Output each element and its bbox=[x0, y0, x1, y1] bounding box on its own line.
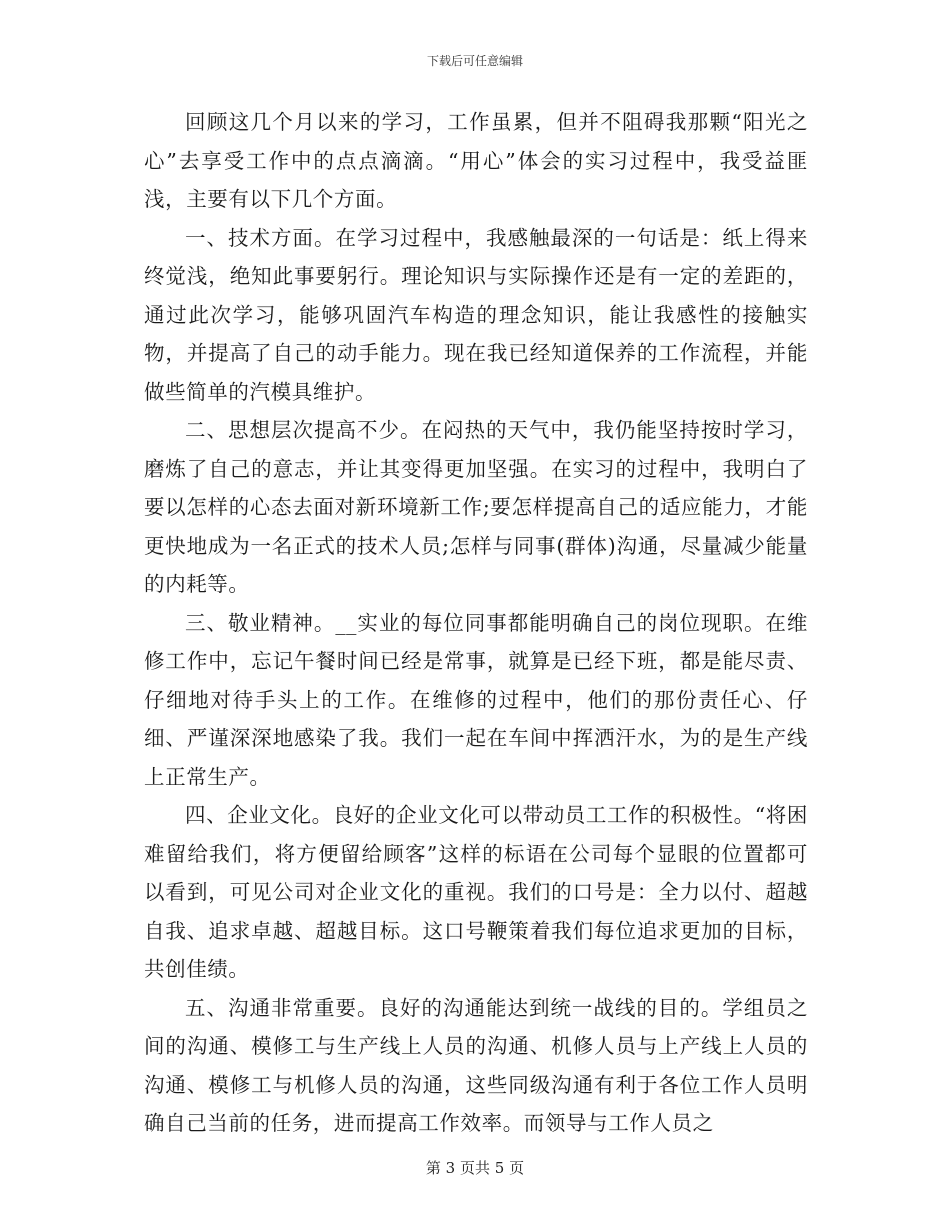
paragraph-intro: 回顾这几个月以来的学习，工作虽累，但并不阻碍我那颗“阳光之心”去享受工作中的点点滴滴。“用心”体会的实习过程中，我受益匪浅，主要有以下几个方面。 bbox=[144, 110, 808, 211]
paragraph-culture: 四、企业文化。良好的企业文化可以带动员工工作的积极性。“将困难留给我们，将方便留给顾客”这样的标语在公司每个显眼的位置都可以看到，可见公司对企业文化的重视。我们的口号是：全力以付、超越自我、追求卓越、超越目标。这口号鞭策着我们每位追求更加的目标，共创佳绩。 bbox=[144, 803, 808, 981]
page-number: 第 3 页共 5 页 bbox=[425, 1159, 525, 1177]
paragraph-thinking: 二、思想层次提高不少。在闷热的天气中，我仍能坚持按时学习，磨炼了自己的意志，并让其变得更加坚强。在实习的过程中，我明白了要以怎样的心态去面对新环境新工作;要怎样提高自己的适应能力，才能更快地成为一名正式的技术人员;怎样与同事(群体)沟通，尽量减少能量的内耗等。 bbox=[144, 418, 808, 596]
page-header: 下载后可任意编辑 bbox=[426, 54, 523, 68]
document-body bbox=[144, 103, 808, 1143]
paragraph-dedication: 三、敬业精神。__实业的每位同事都能明确自己的岗位现职。在维修工作中，忘记午餐时间已经是常事，就算是已经下班，都是能尽责、仔细地对待手头上的工作。在维修的过程中，他们的那份责任心、仔细、严谨深深地感染了我。我们一起在车间中挥洒汗水，为的是生产线上正常生产。 bbox=[144, 610, 808, 789]
paragraph-communication: 五、沟通非常重要。良好的沟通能达到统一战线的目的。学组员之间的沟通、模修工与生产线上人员的沟通、机修人员与上产线上人员的沟通、模修工与机修人员的沟通，这些同级沟通有利于各位工作人员明确自己当前的任务，进而提高工作效率。而领导与工作人员之 bbox=[144, 995, 808, 1135]
paragraph-technical: 一、技术方面。在学习过程中，我感触最深的一句话是：纸上得来终觉浅，绝知此事要躬行。理论知识与实际操作还是有一定的差距的，通过此次学习，能够巩固汽车构造的理念知识，能让我感性的接触实物，并提高了自己的动手能力。现在我已经知道保养的工作流程，并能做些简单的汽模具维护。 bbox=[144, 225, 808, 404]
